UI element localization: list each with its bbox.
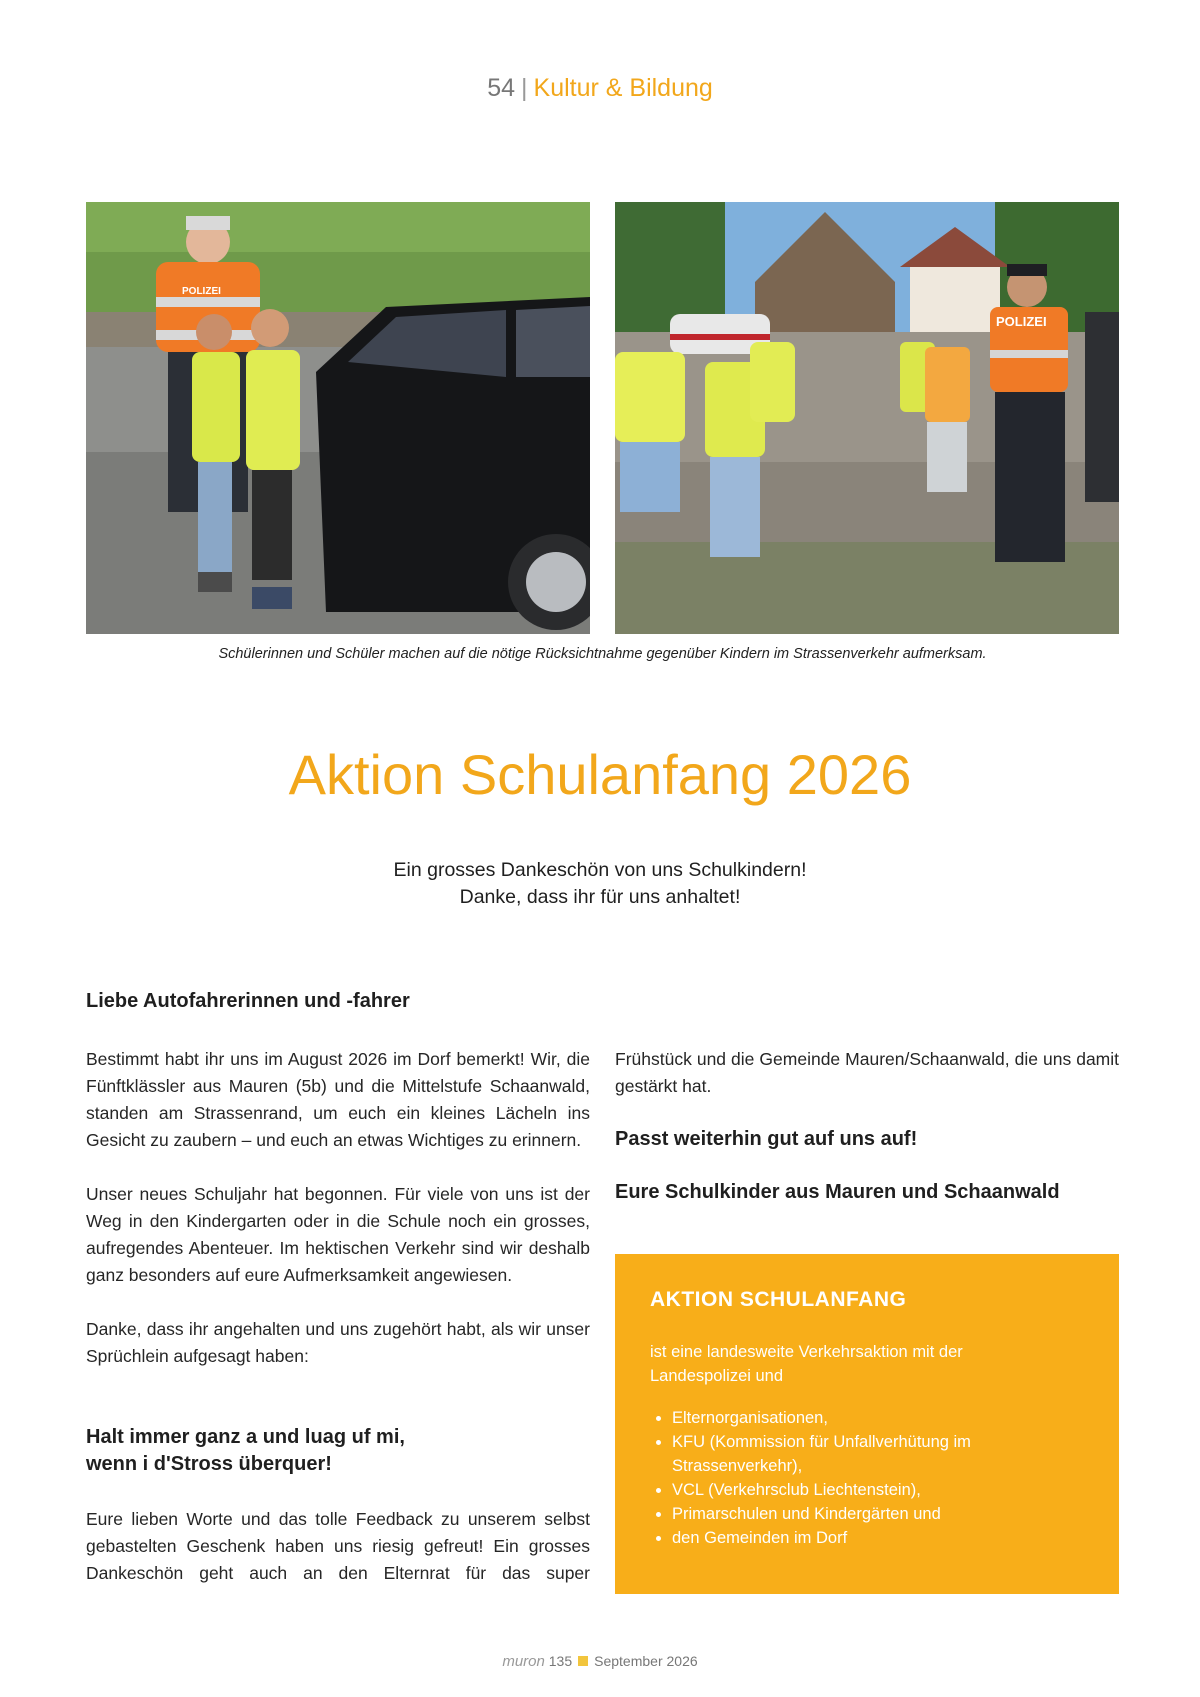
article-paragraph-3: Danke, dass ihr angehalten und uns zugehört habt, als wir unser Sprüchlein aufgesagt haben: [86, 1319, 590, 1366]
article-paragraph-4: Eure lieben Worte und das tolle Feedback zu unserem selbst gebastelten Geschenk haben uns riesig gefreut! Ein grosses Dankeschön geht auch an den Elternrat für das super [86, 1509, 590, 1583]
info-box-intro: ist eine landesweite Verkehrsaktion mit der Landespolizei und [650, 1343, 963, 1385]
photo-police-children-street [615, 202, 1119, 634]
info-box-list [650, 1406, 1092, 1550]
closing-line-2: Eure Schulkinder aus Mauren und Schaanwald [615, 1181, 1060, 1203]
photo-caption: Schülerinnen und Schüler machen auf die nötige Rücksichtnahme gegenüber Kindern im Strassenverkehr aufmerksam. [218, 646, 987, 662]
article-paragraph-1: Bestimmt habt ihr uns im August 2026 im Dorf bemerkt! Wir, die Fünftklässler aus Mauren (5b) und die Mittelstufe Schaanwald, standen am Strassenrand, um euch ein kleines Lächeln ins Gesicht zu zaubern – und euch an etwas Wichtiges zu erinnern. [86, 1049, 590, 1150]
subtitle [0, 857, 1200, 911]
list-item: • KFU (Kommission für Unfallverhütung im Strassenverkehr), [672, 1430, 1092, 1478]
subtitle-line-2: Danke, dass ihr für uns anhaltet! [459, 886, 741, 908]
vest-label-left: POLIZEI [182, 286, 221, 297]
slogan [86, 1424, 590, 1478]
list-item: • Elternorganisationen, [672, 1406, 1092, 1430]
footer-issue: 135 [548, 1653, 573, 1669]
section-name: Kultur & Bildung [533, 74, 713, 102]
page-title: Aktion Schulanfang 2026 [288, 743, 912, 806]
photo-left-illustration [86, 202, 590, 634]
footer-square-icon [578, 1656, 588, 1666]
header-separator: | [521, 74, 528, 102]
slogan-line-2: wenn i d'Stross überquer! [86, 1453, 332, 1475]
subtitle-line-1: Ein grosses Dankeschön von uns Schulkindern! [393, 859, 807, 881]
photo-police-car-kids [86, 202, 590, 634]
closing-line-1: Passt weiterhin gut auf uns auf! [615, 1128, 918, 1150]
article-paragraph-2: Unser neues Schuljahr hat begonnen. Für viele von uns ist der Weg in den Kindergarten oder in die Schule noch ein grosses, aufregendes Abenteuer. Im hektischen Verkehr sind wir deshalb ganz besonders auf eure Aufmerksamkeit angewiesen. [86, 1184, 590, 1285]
info-box-title: AKTION SCHULANFANG [650, 1288, 907, 1311]
article-paragraph-5: Frühstück und die Gemeinde Mauren/Schaanwald, die uns damit gestärkt hat. [615, 1049, 1119, 1096]
running-header [0, 74, 1200, 103]
info-box [615, 1254, 1119, 1594]
list-item: • den Gemeinden im Dorf [672, 1526, 1092, 1550]
list-item: • VCL (Verkehrsclub Liechtenstein), [672, 1478, 1092, 1502]
footer-date: September 2026 [594, 1653, 698, 1669]
page-footer [0, 1653, 1200, 1670]
slogan-line-1: Halt immer ganz a und luag uf mi, [86, 1426, 405, 1448]
photo-right-illustration [615, 202, 1119, 634]
article-greeting: Liebe Autofahrerinnen und -fahrer [86, 990, 410, 1012]
page-number: 54 [487, 74, 516, 102]
list-item: • Primarschulen und Kindergärten und [672, 1502, 1092, 1526]
footer-brand: muron [502, 1653, 545, 1670]
vest-label-right: POLIZEI [996, 314, 1047, 329]
